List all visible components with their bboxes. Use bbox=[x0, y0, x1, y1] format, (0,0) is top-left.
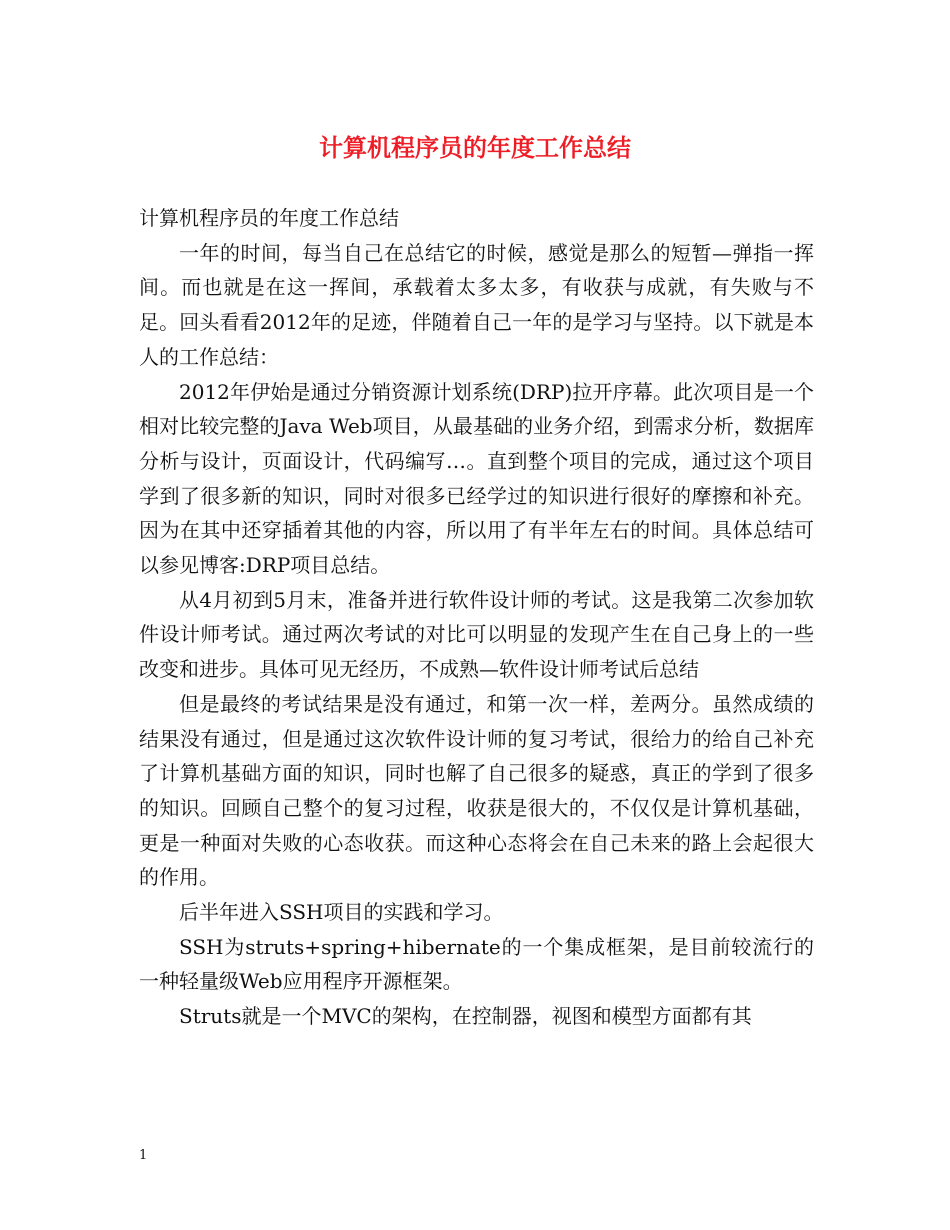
document-title: 计算机程序员的年度工作总结 bbox=[319, 133, 631, 162]
document-body bbox=[139, 201, 814, 1034]
body-paragraph: SSH为struts+spring+hibernate的一个集成框架，是目前较流行的一种轻量级Web应用程序开源框架。 bbox=[139, 934, 814, 994]
body-paragraph: 2012年伊始是通过分销资源计划系统(DRP)拉开序幕。此次项目是一个相对比较完整的Java Web项目，从最基础的业务介绍，到需求分析，数据库分析与设计，页面设计，代码编写…。直到整个项目的完成，通过这个项目学到了很多新的知识，同时对很多已经学过的知识进行很好的摩擦和补充。因为在其中还穿插着其他的内容，所以用了有半年左右的时间。具体总结可以参见博客:DRP项目总结。 bbox=[139, 379, 814, 578]
body-paragraph: Struts就是一个MVC的架构，在控制器，视图和模型方面都有其 bbox=[179, 1004, 752, 1029]
body-paragraph: 但是最终的考试结果是没有通过，和第一次一样，差两分。虽然成绩的结果没有通过，但是通过这次软件设计师的复习考试，很给力的给自己补充了计算机基础方面的知识，同时也解了自己很多的疑惑，真正的学到了很多的知识。回顾自己整个的复习过程，收获是很大的，不仅仅是计算机基础，更是一种面对失败的心态收获。而这种心态将会在自己未来的路上会起很大的作用。 bbox=[139, 691, 814, 890]
body-paragraph: 从4月初到5月末，准备并进行软件设计师的考试。这是我第二次参加软件设计师考试。通过两次考试的对比可以明显的发现产生在自己身上的一些改变和进步。具体可见无经历，不成熟—软件设计师考试后总结 bbox=[139, 587, 814, 682]
body-paragraph: 一年的时间，每当自己在总结它的时候，感觉是那么的短暂—弹指一挥间。而也就是在这一挥间，承载着太多太多，有收获与成就，有失败与不足。回头看看2012年的足迹，伴随着自己一年的是学习与坚持。以下就是本人的工作总结： bbox=[139, 240, 814, 369]
body-paragraph: 后半年进入SSH项目的实践和学习。 bbox=[179, 900, 504, 925]
page-number: 1 bbox=[139, 1148, 148, 1163]
body-paragraph: 计算机程序员的年度工作总结 bbox=[139, 206, 399, 230]
